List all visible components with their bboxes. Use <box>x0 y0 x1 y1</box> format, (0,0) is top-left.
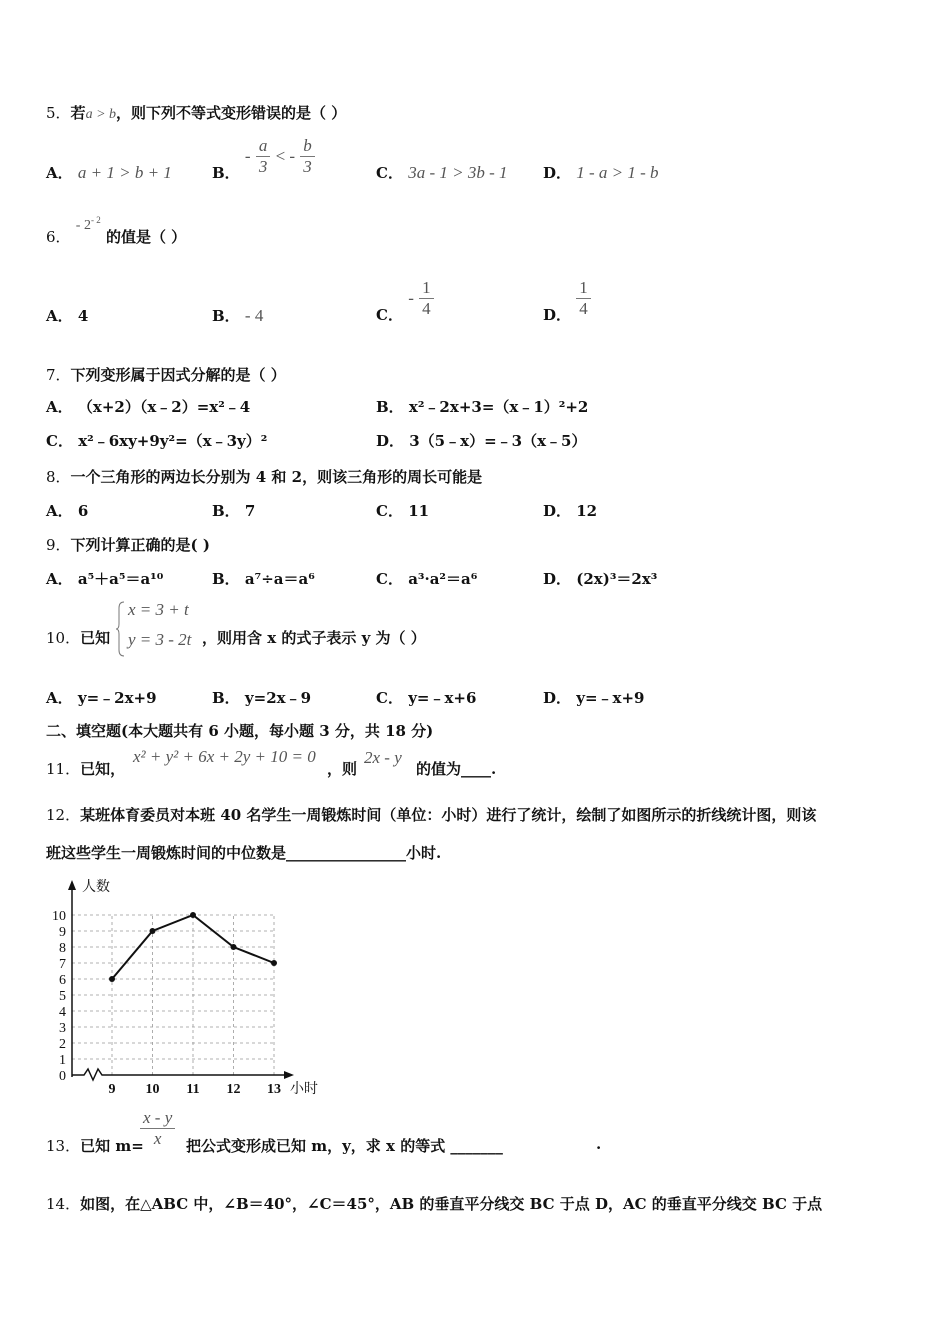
equation-line: y = 3 - 2t <box>128 630 192 649</box>
option-text: (2x)³＝2x³ <box>576 570 658 588</box>
option-label: B． <box>212 689 240 707</box>
question-11 <box>46 758 125 779</box>
option-label: B． <box>212 164 240 182</box>
fraction-numerator: b <box>303 136 312 155</box>
q8-option-c[interactable] <box>376 500 429 521</box>
option-text: 11 <box>408 502 430 520</box>
option-text: a³·a²＝a⁶ <box>408 570 478 588</box>
x-tick-label: 11 <box>186 1082 200 1097</box>
y-axis-label: 人数 <box>82 879 110 895</box>
question-text: 已知 m= <box>80 1137 144 1155</box>
question-text: 如图，在△ABC 中，∠B＝40°，∠C＝45°，AB 的垂直平分线交 BC 于点 D，AC 的垂直平分线交 BC 于点 <box>80 1195 823 1213</box>
option-text: （x+2）（x﹣2）=x²﹣4 <box>77 398 251 416</box>
brace-icon <box>116 600 126 658</box>
question-text: 已知 <box>80 629 111 647</box>
option-label: B． <box>376 398 404 416</box>
q9-option-c[interactable] <box>376 568 477 589</box>
y-tick-label: 10 <box>52 909 66 924</box>
option-label: C． <box>376 306 403 324</box>
math-base: - 2 <box>75 218 91 233</box>
option-label: A． <box>46 689 73 707</box>
question-text: ，则 <box>327 760 358 778</box>
question-12 <box>46 804 816 825</box>
q8-option-b[interactable] <box>212 500 255 521</box>
question-number: 6． <box>46 228 71 246</box>
q5-option-a[interactable] <box>46 162 172 183</box>
question-6 <box>46 215 187 247</box>
fraction-numerator: 1 <box>579 278 588 297</box>
section-title: 二、填空题(本大题共有 6 小题，每小题 3 分，共 18 分) <box>46 722 434 740</box>
question-13 <box>46 1135 144 1156</box>
data-point <box>271 960 277 966</box>
option-text: y=﹣2x+9 <box>77 689 157 707</box>
question-8 <box>46 466 482 487</box>
question-text: 某班体育委员对本班 40 名学生一周锻炼时间（单位：小时）进行了统计，绘制了如图所示的折线统计图，则该 <box>80 806 817 824</box>
option-label: B． <box>212 570 240 588</box>
equation-system <box>116 600 206 658</box>
question-text: 的值是（ ） <box>105 228 187 246</box>
fraction-numerator: x - y <box>143 1108 173 1127</box>
q9-option-b[interactable] <box>212 568 315 589</box>
option-math: 3a - 1 > 3b - 1 <box>408 163 508 182</box>
data-point <box>190 912 196 918</box>
y-tick-label: 7 <box>59 957 66 972</box>
fraction-denominator: x <box>140 1128 175 1149</box>
option-label: D． <box>376 432 405 450</box>
question-9 <box>46 534 210 555</box>
question-number: 13． <box>46 1137 81 1155</box>
option-label: C． <box>376 164 403 182</box>
option-text: 7 <box>244 502 256 520</box>
math-sign: - <box>244 146 251 166</box>
q10-option-d[interactable] <box>543 687 644 708</box>
option-label: A． <box>46 307 73 325</box>
q10-option-b[interactable] <box>212 687 311 708</box>
question-12-line2: 班这些学生一周锻炼时间的中位数是________________小时. <box>46 844 442 862</box>
fraction-numerator: 1 <box>422 278 431 297</box>
option-label: D． <box>543 164 572 182</box>
q7-option-c[interactable] <box>46 430 267 451</box>
option-label: A． <box>46 570 73 588</box>
question-text: ，则下列不等式变形错误的是（ ） <box>116 104 347 122</box>
data-point <box>231 944 237 950</box>
x-axis-arrow <box>284 1071 294 1079</box>
option-text: a⁷÷a＝a⁶ <box>244 570 315 588</box>
option-label: C． <box>376 570 403 588</box>
question-7 <box>46 364 286 385</box>
y-tick-label: 8 <box>59 941 66 956</box>
data-point <box>150 928 156 934</box>
option-label: B． <box>212 502 240 520</box>
q9-option-a[interactable] <box>46 568 163 589</box>
option-text: x²﹣2x+3=（x﹣1）²+2 <box>408 398 589 416</box>
question-number: 10． <box>46 629 81 647</box>
option-label: D． <box>543 306 572 324</box>
option-math: - 4 <box>244 306 264 325</box>
option-label: D． <box>543 502 572 520</box>
option-label: C． <box>376 689 403 707</box>
question-text: 一个三角形的两边长分别为 4 和 2，则该三角形的周长可能是 <box>70 468 483 486</box>
y-tick-label: 1 <box>59 1053 66 1068</box>
equation: x² + y² + 6x + 2y + 10 = 0 <box>133 747 316 766</box>
option-label: A． <box>46 164 73 182</box>
fraction-numerator: a <box>258 136 268 155</box>
math-sign: - <box>408 288 414 308</box>
option-label: B． <box>212 307 240 325</box>
math-condition: a > b <box>85 107 117 122</box>
question-number: 7． <box>46 366 71 384</box>
data-point <box>109 976 115 982</box>
option-text: x²﹣6xy+9y²=（x﹣3y）² <box>78 432 268 450</box>
option-label: D． <box>543 689 572 707</box>
question-text: 若 <box>70 104 86 122</box>
x-axis-label: 小时 <box>290 1081 318 1097</box>
option-text: 4 <box>77 307 89 325</box>
question-text: 已知， <box>80 760 126 778</box>
option-text: y=2x﹣9 <box>244 689 312 707</box>
q6-option-b[interactable] <box>212 305 263 326</box>
option-label: C． <box>46 432 73 450</box>
option-label: A． <box>46 398 73 416</box>
question-14 <box>46 1193 822 1214</box>
fraction-denominator: 3 <box>256 156 271 177</box>
y-tick-label: 4 <box>59 1005 66 1020</box>
question-number: 11． <box>46 760 81 778</box>
option-text: y=﹣x+9 <box>576 689 645 707</box>
question-10 <box>46 627 110 648</box>
question-number: 5． <box>46 104 71 122</box>
question-number: 8． <box>46 468 71 486</box>
q7-option-b[interactable] <box>376 396 588 417</box>
option-text: y=﹣x+6 <box>408 689 477 707</box>
x-tick-label: 10 <box>145 1082 160 1097</box>
question-text: 的值为____. <box>416 760 497 778</box>
q7-option-a[interactable] <box>46 396 250 417</box>
math-exponent: - 2 <box>90 215 101 225</box>
option-text: 3（5﹣x）=﹣3（x﹣5） <box>409 432 587 450</box>
q6-option-a[interactable] <box>46 305 88 326</box>
question-10-tail: ，则用含 x 的式子表示 y 为（ ） <box>202 629 426 647</box>
q10-option-c[interactable] <box>376 687 476 708</box>
question-end: . <box>596 1135 602 1153</box>
q8-option-a[interactable] <box>46 500 88 521</box>
x-axis <box>72 1069 286 1080</box>
y-tick-label: 3 <box>59 1021 66 1036</box>
question-text: 下列变形属于因式分解的是（ ） <box>70 366 286 384</box>
q6-option-d[interactable] <box>543 278 591 325</box>
q10-option-a[interactable] <box>46 687 157 708</box>
question-number: 9． <box>46 536 71 554</box>
y-tick-label: 6 <box>59 973 66 988</box>
question-text: 把公式变形成已知 m，y，求 x 的等式 _______ <box>186 1137 503 1155</box>
fraction <box>140 1108 175 1149</box>
option-math: 1 - a > 1 - b <box>576 163 659 182</box>
option-math: a + 1 > b + 1 <box>77 163 172 182</box>
fraction-denominator: 3 <box>300 156 315 177</box>
equation-line: x = 3 + t <box>128 600 189 619</box>
y-axis-arrow <box>68 880 76 890</box>
option-label: D． <box>543 570 572 588</box>
x-tick-label: 9 <box>108 1082 116 1097</box>
math-operator: < - <box>275 146 296 166</box>
q5-option-d[interactable] <box>543 162 659 183</box>
option-text: a⁵＋a⁵＝a¹⁰ <box>77 570 164 588</box>
y-tick-label: 9 <box>59 925 66 940</box>
fraction-denominator: 4 <box>419 298 434 319</box>
y-tick-label: 2 <box>59 1037 66 1052</box>
question-5 <box>46 102 346 123</box>
option-text: 12 <box>576 502 598 520</box>
y-tick-label: 5 <box>59 989 66 1004</box>
fraction-denominator: 4 <box>576 298 591 319</box>
x-tick-label: 12 <box>226 1082 241 1097</box>
q7-option-d[interactable] <box>376 430 586 451</box>
x-tick-label: 13 <box>267 1082 281 1097</box>
option-label: C． <box>376 502 403 520</box>
line-chart <box>44 872 334 1097</box>
q5-option-c[interactable] <box>376 162 507 183</box>
q6-option-c[interactable] <box>376 278 434 325</box>
expression: 2x - y <box>364 748 402 767</box>
question-text: 下列计算正确的是( ) <box>70 536 210 554</box>
q9-option-d[interactable] <box>543 568 657 589</box>
option-label: A． <box>46 502 73 520</box>
q5-option-b[interactable] <box>212 136 315 183</box>
q8-option-d[interactable] <box>543 500 597 521</box>
question-number: 12． <box>46 806 81 824</box>
y-tick-label: 0 <box>59 1069 66 1084</box>
option-text: 6 <box>77 502 89 520</box>
question-number: 14． <box>46 1195 81 1213</box>
